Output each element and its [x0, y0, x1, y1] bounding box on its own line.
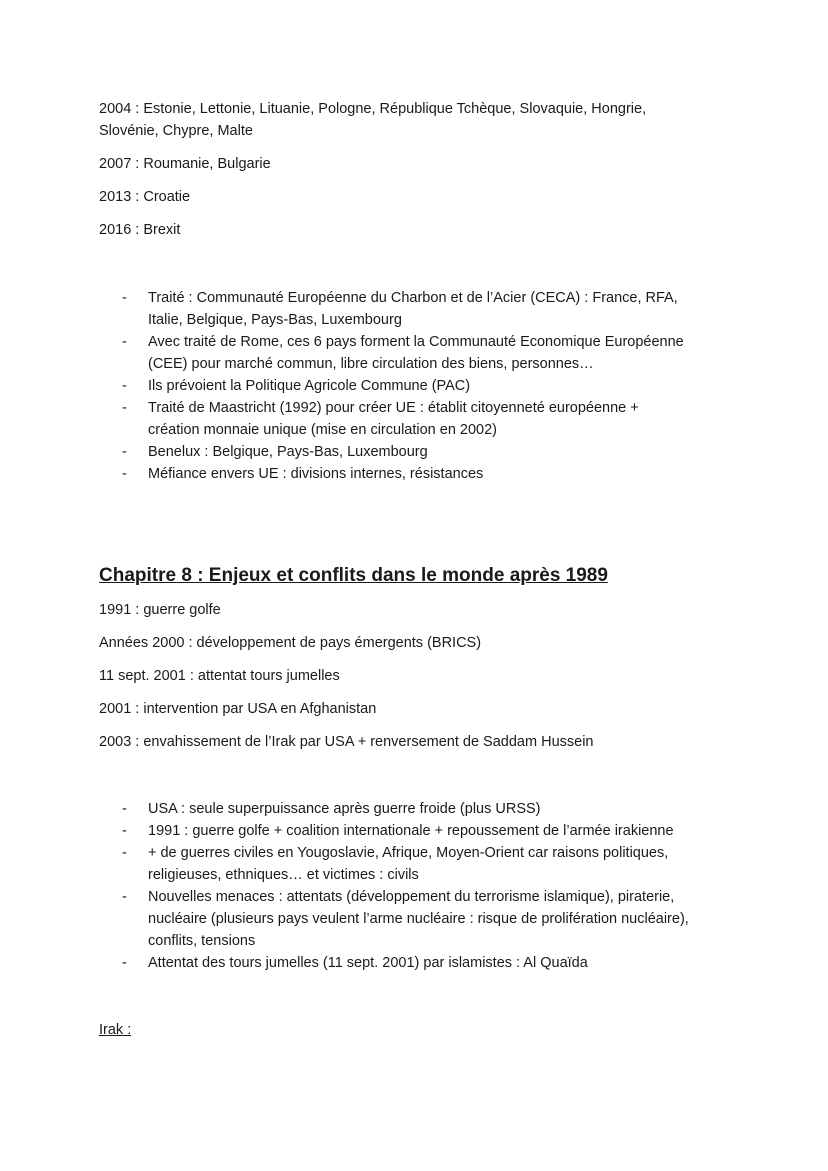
timeline-2016: 2016 : Brexit: [99, 222, 181, 238]
eu-bullet-list: [99, 287, 684, 485]
timeline-2003: 2003 : envahissement de l’Irak par USA + renversement de Saddam Hussein: [99, 734, 594, 750]
timeline-2004-line-1: 2004 : Estonie, Lettonie, Lituanie, Pologne, République Tchèque, Slovaquie, Hongrie,: [99, 101, 647, 117]
list-item-text: Ils prévoient la Politique Agricole Commune (PAC): [148, 378, 471, 394]
list-item: [99, 331, 684, 353]
list-item: [99, 397, 684, 419]
list-item: [99, 375, 684, 397]
list-item-text: 1991 : guerre golfe + coalition internationale + repoussement de l’armée irakienne: [148, 823, 674, 839]
timeline-2013: 2013 : Croatie: [99, 189, 191, 205]
list-item-continuation: [99, 930, 689, 952]
list-item: [99, 798, 689, 820]
list-item-continuation: [99, 908, 689, 930]
bullet-dash: -: [122, 845, 127, 861]
world-bullet-list: [99, 798, 689, 974]
bullet-dash: -: [122, 889, 127, 905]
timeline-2004-line-2: Slovénie, Chypre, Malte: [99, 123, 253, 139]
timeline-2001: 2001 : intervention par USA en Afghanistan: [99, 701, 377, 717]
list-item-text: Traité de Maastricht (1992) pour créer UE : établit citoyenneté européenne +: [148, 400, 639, 416]
bullet-dash: -: [122, 823, 127, 839]
bullet-dash: -: [122, 955, 127, 971]
list-item-text: USA : seule superpuissance après guerre froide (plus URSS): [148, 801, 541, 817]
list-item-text: (CEE) pour marché commun, libre circulation des biens, personnes…: [148, 356, 594, 372]
list-item-continuation: [99, 419, 684, 441]
timeline-2000s: Années 2000 : développement de pays émergents (BRICS): [99, 635, 482, 651]
timeline-1991: 1991 : guerre golfe: [99, 602, 221, 618]
list-item: [99, 820, 689, 842]
list-item-text: nucléaire (plusieurs pays veulent l’arme nucléaire : risque de prolifération nucléaire),: [148, 911, 689, 927]
list-item-text: religieuses, ethniques… et victimes : civils: [148, 867, 419, 883]
list-item-text: Méfiance envers UE : divisions internes, résistances: [148, 466, 484, 482]
list-item-continuation: [99, 353, 684, 375]
irak-heading: Irak :: [99, 1022, 132, 1038]
list-item: [99, 842, 689, 864]
chapter-title: Chapitre 8 : Enjeux et conflits dans le monde après 1989: [99, 565, 608, 586]
bullet-dash: -: [122, 334, 127, 350]
list-item-continuation: [99, 864, 689, 886]
bullet-dash: -: [122, 444, 127, 460]
timeline-sept-2001: 11 sept. 2001 : attentat tours jumelles: [99, 668, 340, 684]
list-item-text: création monnaie unique (mise en circulation en 2002): [148, 422, 498, 438]
list-item-text: conflits, tensions: [148, 933, 256, 949]
list-item-text: Italie, Belgique, Pays-Bas, Luxembourg: [148, 312, 402, 328]
list-item: [99, 441, 684, 463]
bullet-dash: -: [122, 290, 127, 306]
list-item-continuation: [99, 309, 684, 331]
bullet-dash: -: [122, 378, 127, 394]
list-item: [99, 886, 689, 908]
list-item-text: Attentat des tours jumelles (11 sept. 2001) par islamistes : Al Quaïda: [148, 955, 588, 971]
list-item: [99, 463, 684, 485]
bullet-dash: -: [122, 801, 127, 817]
bullet-dash: -: [122, 400, 127, 416]
list-item: [99, 287, 684, 309]
list-item-text: Traité : Communauté Européenne du Charbon et de l’Acier (CECA) : France, RFA,: [148, 290, 678, 306]
list-item-text: Benelux : Belgique, Pays-Bas, Luxembourg: [148, 444, 428, 460]
bullet-dash: -: [122, 466, 127, 482]
list-item-text: + de guerres civiles en Yougoslavie, Afrique, Moyen-Orient car raisons politiques,: [148, 845, 669, 861]
timeline-2007: 2007 : Roumanie, Bulgarie: [99, 156, 271, 172]
list-item-text: Nouvelles menaces : attentats (développement du terrorisme islamique), piraterie,: [148, 889, 675, 905]
list-item-text: Avec traité de Rome, ces 6 pays forment la Communauté Economique Européenne: [148, 334, 684, 350]
list-item: [99, 952, 689, 974]
